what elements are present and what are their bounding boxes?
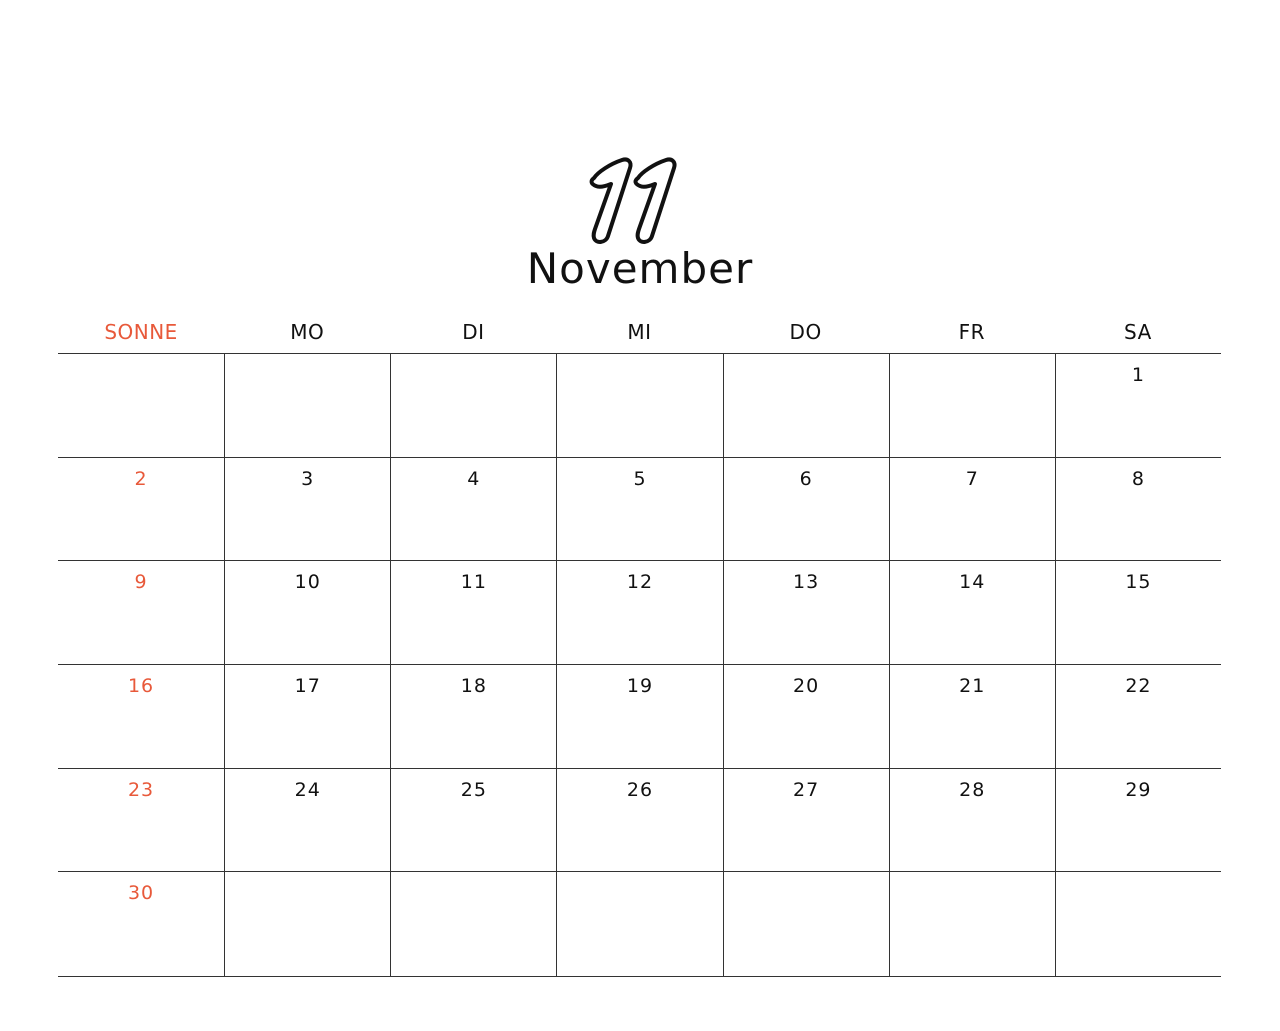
day-cell (1055, 665, 1221, 769)
day-cell (58, 354, 224, 458)
day-cell (390, 458, 556, 562)
day-number: 23 (127, 778, 155, 801)
day-cell (556, 354, 722, 458)
day-number: 7 (965, 467, 979, 490)
day-cell (1055, 561, 1221, 665)
weekday-label-2: DI (462, 320, 485, 344)
day-cell (224, 458, 390, 562)
day-cell (58, 665, 224, 769)
day-cell (1055, 872, 1221, 976)
day-number: 5 (633, 467, 647, 490)
day-cell (889, 665, 1055, 769)
day-number: 28 (959, 778, 986, 801)
day-number: 9 (134, 571, 148, 594)
day-cell (556, 561, 722, 665)
day-cell (889, 354, 1055, 458)
day-cell (390, 665, 556, 769)
day-cell (58, 769, 224, 873)
day-number: 30 (127, 882, 155, 905)
weekday-label-5: FR (958, 320, 985, 344)
day-cell (556, 769, 722, 873)
weekday-header-row (58, 316, 1221, 348)
weekday-label-4: DO (789, 320, 822, 344)
day-number: 8 (1131, 467, 1145, 490)
weekday-label-1: MO (290, 320, 325, 344)
day-cell (1055, 354, 1221, 458)
day-cell (390, 354, 556, 458)
day-cell (556, 665, 722, 769)
day-cell (889, 769, 1055, 873)
month-number-graphic (0, 150, 1280, 250)
day-number: 19 (626, 674, 654, 697)
day-cell (58, 458, 224, 562)
day-number: 22 (1125, 674, 1152, 697)
day-number: 17 (294, 674, 321, 697)
day-cell (224, 354, 390, 458)
day-number: 4 (467, 467, 481, 490)
day-number: 12 (626, 571, 654, 594)
day-number: 2 (134, 467, 148, 490)
day-number: 16 (127, 674, 155, 697)
month-title: November (526, 244, 754, 293)
day-cell (390, 872, 556, 976)
day-number: 13 (793, 571, 820, 594)
day-cell (58, 561, 224, 665)
day-cell (889, 458, 1055, 562)
weekday-label-6: SA (1124, 320, 1152, 344)
day-number: 25 (460, 778, 487, 801)
day-cell (556, 458, 722, 562)
day-cell (224, 665, 390, 769)
day-cell (224, 561, 390, 665)
day-cell (889, 561, 1055, 665)
weekday-label-3: MI (627, 320, 652, 344)
day-cell (723, 561, 889, 665)
calendar-grid (58, 353, 1221, 977)
day-cell (1055, 458, 1221, 562)
day-number: 18 (460, 674, 487, 697)
day-number: 11 (460, 571, 487, 594)
day-number: 3 (301, 467, 315, 490)
day-cell (889, 872, 1055, 976)
day-cell (224, 872, 390, 976)
day-number: 27 (793, 778, 820, 801)
day-number: 14 (959, 571, 986, 594)
day-cell (58, 872, 224, 976)
day-number: 29 (1125, 778, 1152, 801)
day-number: 26 (626, 778, 654, 801)
day-number: 6 (799, 467, 813, 490)
day-number: 24 (294, 778, 321, 801)
day-cell (723, 665, 889, 769)
day-number: 10 (294, 571, 321, 594)
day-cell (1055, 769, 1221, 873)
day-cell (723, 769, 889, 873)
day-cell (723, 354, 889, 458)
day-cell (390, 561, 556, 665)
weekday-label-0: SONNE (104, 320, 178, 344)
day-cell (556, 872, 722, 976)
day-cell (723, 872, 889, 976)
day-number: 21 (959, 674, 986, 697)
day-number: 15 (1125, 571, 1152, 594)
day-number: 1 (1131, 364, 1145, 386)
day-cell (224, 769, 390, 873)
day-cell (390, 769, 556, 873)
day-cell (723, 458, 889, 562)
day-number: 20 (793, 674, 820, 697)
